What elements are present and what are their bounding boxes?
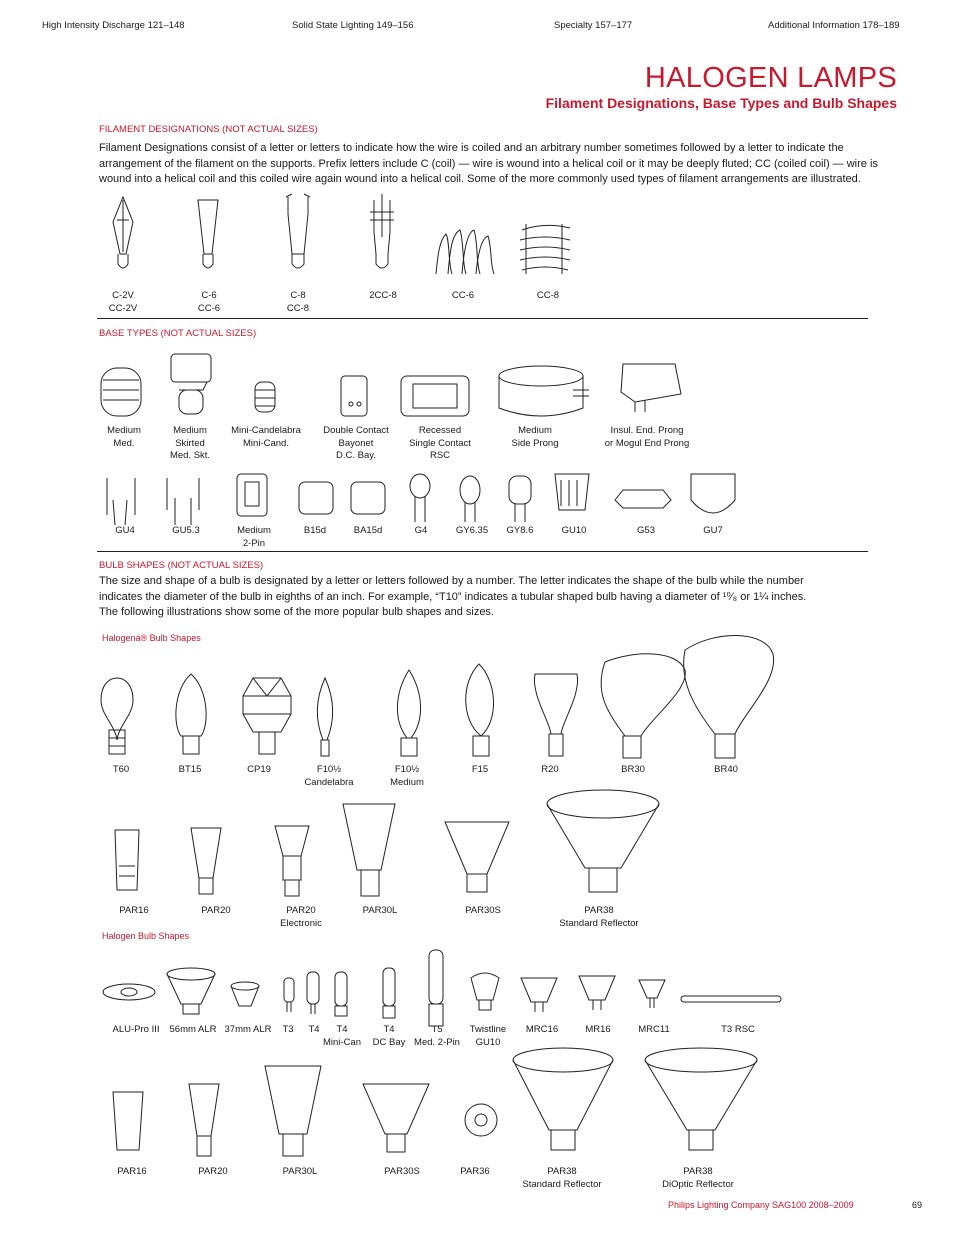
halogen-label-par36: PAR36 (460, 1166, 490, 1177)
base-gu7-drawing (691, 474, 735, 513)
base-gu4-drawing (107, 478, 135, 525)
bulb-37alr-drawing (231, 982, 259, 1006)
bulbs-paragraph (99, 574, 889, 621)
bulb-label-f10m: F10½ Medium (390, 764, 424, 788)
bulb-label-par20: PAR20 (201, 905, 231, 916)
filament-c8-drawing (286, 194, 310, 268)
halogen-label-par16: PAR16 (117, 1166, 147, 1177)
filament-label-c2v: C-2V CC-2V (108, 290, 138, 314)
halogen-label-mr16: MR16 (585, 1024, 611, 1035)
base-label-gu7: GU7 (703, 525, 723, 536)
bulb-par30s-drawing (445, 822, 509, 892)
halogen-label-par20: PAR20 (198, 1166, 228, 1177)
bulb-label-f15: F15 (471, 764, 489, 775)
bulb-par16b-drawing (113, 1092, 143, 1150)
base-label-rsc: Recessed Single Contact RSC (409, 425, 471, 461)
bulbs-line: The following illustrations show some of the more popular bulb shapes and sizes. (99, 606, 494, 618)
bulb-f10c-drawing (317, 678, 333, 756)
base-b15d-drawing (299, 482, 333, 514)
base-gu53-drawing (167, 478, 199, 525)
base-endprong-drawing (621, 364, 681, 412)
footer-company: Philips Lighting Company SAG100 2008–2009 (668, 1200, 854, 1210)
base-sideprong-drawing (499, 366, 589, 416)
bulb-label-r20: R20 (541, 764, 559, 775)
bulb-label-par20e: PAR20 Electronic (280, 905, 322, 929)
bulb-par38sb-drawing (513, 1048, 613, 1150)
bulb-mrc16-drawing (521, 978, 557, 1012)
section-divider (97, 551, 868, 552)
filament-c2v-drawing (113, 197, 133, 268)
filament-illustrations (100, 192, 560, 282)
base-label-gu10: GU10 (561, 525, 587, 536)
page-title: HALOGEN LAMPS (644, 62, 897, 94)
halogen-label-mrc11: MRC11 (638, 1024, 670, 1035)
base-label-g53: G53 (637, 525, 655, 536)
page-number: 69 (912, 1200, 923, 1210)
bulb-bt15-drawing (176, 674, 206, 754)
base-label-b15d: B15d (303, 525, 327, 536)
filament-label-cc8: CC-8 (536, 290, 560, 301)
filament-cc6-drawing (436, 230, 494, 274)
bulb-par38-drawing (547, 790, 659, 892)
bulb-t4-drawing (307, 972, 319, 1014)
filament-cc8-drawing (520, 224, 570, 274)
filament-label-c6: C-6 CC-6 (197, 290, 221, 314)
bulb-par20b-drawing (189, 1084, 219, 1156)
bulb-label-par30l: PAR30L (362, 905, 398, 916)
halogen-label-alupro: ALU-Pro III (112, 1024, 160, 1035)
base-rsc-drawing (401, 376, 469, 416)
halogen-label-t4dc: T4 DC Bay (372, 1024, 406, 1048)
bulb-label-par16: PAR16 (119, 905, 149, 916)
base-label-gy86: GY8.6 (506, 525, 534, 536)
base-label-gy635: GY6.35 (455, 525, 489, 536)
base-label-med2pin: Medium 2-Pin (237, 525, 271, 549)
halogen-label-par30l: PAR30L (282, 1166, 318, 1177)
bulb-t4dc-drawing (383, 968, 395, 1018)
bulb-label-par38: PAR38 Standard Reflector (559, 905, 639, 929)
filament-paragraph (99, 141, 889, 188)
halogen-label-t3rsc: T3 RSC (721, 1024, 755, 1035)
halogen-label-par38d: PAR38 DiOptic Reflector (662, 1166, 734, 1190)
base-medium-drawing (101, 368, 141, 416)
filament-line: arrangement of the filament on the supports. Prefix letters include C (coil) — wire is wound into a helical coil or it may be deeply fluted; CC (coiled coil) — wire is (99, 157, 878, 170)
base-minicand-drawing (255, 382, 275, 412)
halogen-label-t4mc: T4 Mini-Can (322, 1024, 362, 1048)
bulbs-line: indicates the diameter of the bulb in eighths of an inch. For example, “T10” indicates a tubular shaped bulb having a diameter of ¹⁰⁄₈ or 1¼ inches. (99, 590, 807, 603)
bulb-br40-drawing (684, 635, 774, 758)
bulb-par30lb-drawing (265, 1066, 321, 1156)
bulb-label-br40: BR40 (714, 764, 738, 775)
nav-hid[interactable]: High Intensity Discharge 121–148 (42, 20, 185, 31)
base-label-dcbay: Double Contact Bayonet D.C. Bay. (323, 425, 389, 461)
base-label-g4: G4 (414, 525, 428, 536)
filament-heading: FILAMENT DESIGNATIONS (NOT ACTUAL SIZES) (99, 124, 318, 135)
bulb-cp19-drawing (243, 678, 291, 754)
base-label-minicand: Mini-Candelabra Mini-Cand. (231, 425, 301, 449)
halogen-label-t4: T4 (308, 1024, 320, 1035)
bulb-label-br30: BR30 (621, 764, 645, 775)
filament-c6-drawing (198, 200, 218, 268)
base-label-medium: Medium Med. (107, 425, 141, 449)
halogen-label-37alr: 37mm ALR (224, 1024, 272, 1035)
bulb-r20-drawing (534, 674, 577, 756)
halogen-label-par38s: PAR38 Standard Reflector (522, 1166, 602, 1190)
bulb-f10m-drawing (397, 670, 420, 756)
halogen-label-mrc16: MRC16 (525, 1024, 559, 1035)
base-skirted-drawing (171, 354, 211, 414)
bulb-par16-drawing (115, 830, 139, 890)
bulb-f15-drawing (466, 664, 494, 756)
bulb-br30-drawing (601, 654, 685, 758)
bases-heading: BASE TYPES (NOT ACTUAL SIZES) (99, 328, 257, 339)
bulb-t5-drawing (429, 950, 443, 1026)
base-label-ba15d: BA15d (353, 525, 383, 536)
bulb-par30sb-drawing (363, 1084, 429, 1152)
nav-specialty[interactable]: Specialty 157–177 (554, 20, 633, 31)
bulb-t4mc-drawing (335, 972, 347, 1016)
base-label-endprong: Insul. End. Prong or Mogul End Prong (604, 425, 690, 449)
base-label-gu53: GU5.3 (172, 525, 200, 536)
bulb-par38db-drawing (645, 1048, 757, 1150)
halogen-label-par30s: PAR30S (384, 1166, 420, 1177)
section-divider (97, 318, 868, 319)
bulb-label-cp19: CP19 (247, 764, 271, 775)
bulbs-heading: BULB SHAPES (NOT ACTUAL SIZES) (99, 560, 264, 571)
filament-label-c8: C-8 CC-8 (286, 290, 310, 314)
bulb-par20e-drawing (275, 826, 309, 896)
filament-line: wound into a helical coil and this coiled wire again wound into a helical coil. Some of the more commonly used types of filament arrangements are illustrated. (99, 173, 861, 185)
bulb-t3rsc-drawing (681, 996, 781, 1002)
bulb-mrc11-drawing (639, 980, 665, 1008)
bulb-par36-drawing (465, 1104, 497, 1136)
base-label-skirted: Medium Skirted Med. Skt. (169, 425, 211, 461)
bulb-mr16-drawing (579, 976, 615, 1010)
nav-additional-info[interactable]: Additional Information 178–189 (768, 20, 900, 31)
bulb-par30l-drawing (343, 804, 395, 896)
halogen-label-56alr: 56mm ALR (169, 1024, 217, 1035)
filament-2cc8-drawing (370, 194, 394, 268)
halogen-heading: Halogen Bulb Shapes (102, 931, 190, 941)
nav-solid-state[interactable]: Solid State Lighting 149–156 (292, 20, 414, 31)
halogena-heading: Halogená® Bulb Shapes (102, 633, 201, 643)
base-g53-drawing (615, 490, 671, 508)
bulb-label-bt15: BT15 (178, 764, 202, 775)
base-label-gu4: GU4 (115, 525, 135, 536)
base-gy635-drawing (460, 476, 480, 522)
base-ba15d-drawing (351, 482, 385, 514)
bulb-twistline-drawing (471, 973, 499, 1010)
bulb-label-t60: T60 (112, 764, 130, 775)
bulb-t60-drawing (101, 678, 133, 754)
base-g4-drawing (410, 474, 430, 522)
bulb-alupro-drawing (103, 984, 155, 1000)
halogen-label-twistline: Twistline GU10 (469, 1024, 507, 1048)
halogen-label-t5: T5 Med. 2-Pin (414, 1024, 460, 1048)
page-subtitle: Filament Designations, Base Types and Bulb Shapes (545, 95, 897, 111)
bulb-label-f10c: F10½ Candelabra (304, 764, 354, 788)
bulb-t3-drawing (284, 978, 294, 1012)
filament-label-2cc8: 2CC-8 (369, 290, 397, 301)
base-label-sideprong: Medium Side Prong (511, 425, 559, 449)
halogen-label-t3: T3 (282, 1024, 294, 1035)
bulb-56alr-drawing (167, 968, 215, 1014)
bulb-par20-drawing (191, 828, 221, 894)
bulbs-line: The size and shape of a bulb is designated by a letter or letters followed by a number. The letter indicates the shape of the bulb while the number (99, 575, 804, 587)
base-gu10-drawing (555, 474, 589, 510)
halogen-illustrations (95, 940, 795, 1166)
base-gy86-drawing (509, 476, 531, 522)
bulb-label-par30s: PAR30S (465, 905, 501, 916)
base-dcbay-drawing (341, 376, 367, 416)
filament-label-cc6: CC-6 (451, 290, 475, 301)
base-med2pin-drawing (237, 474, 267, 516)
filament-line: Filament Designations consist of a letter or letters to indicate how the wire is coiled and an arbitrary number sometimes followed by a letter to indicate the (99, 142, 844, 154)
